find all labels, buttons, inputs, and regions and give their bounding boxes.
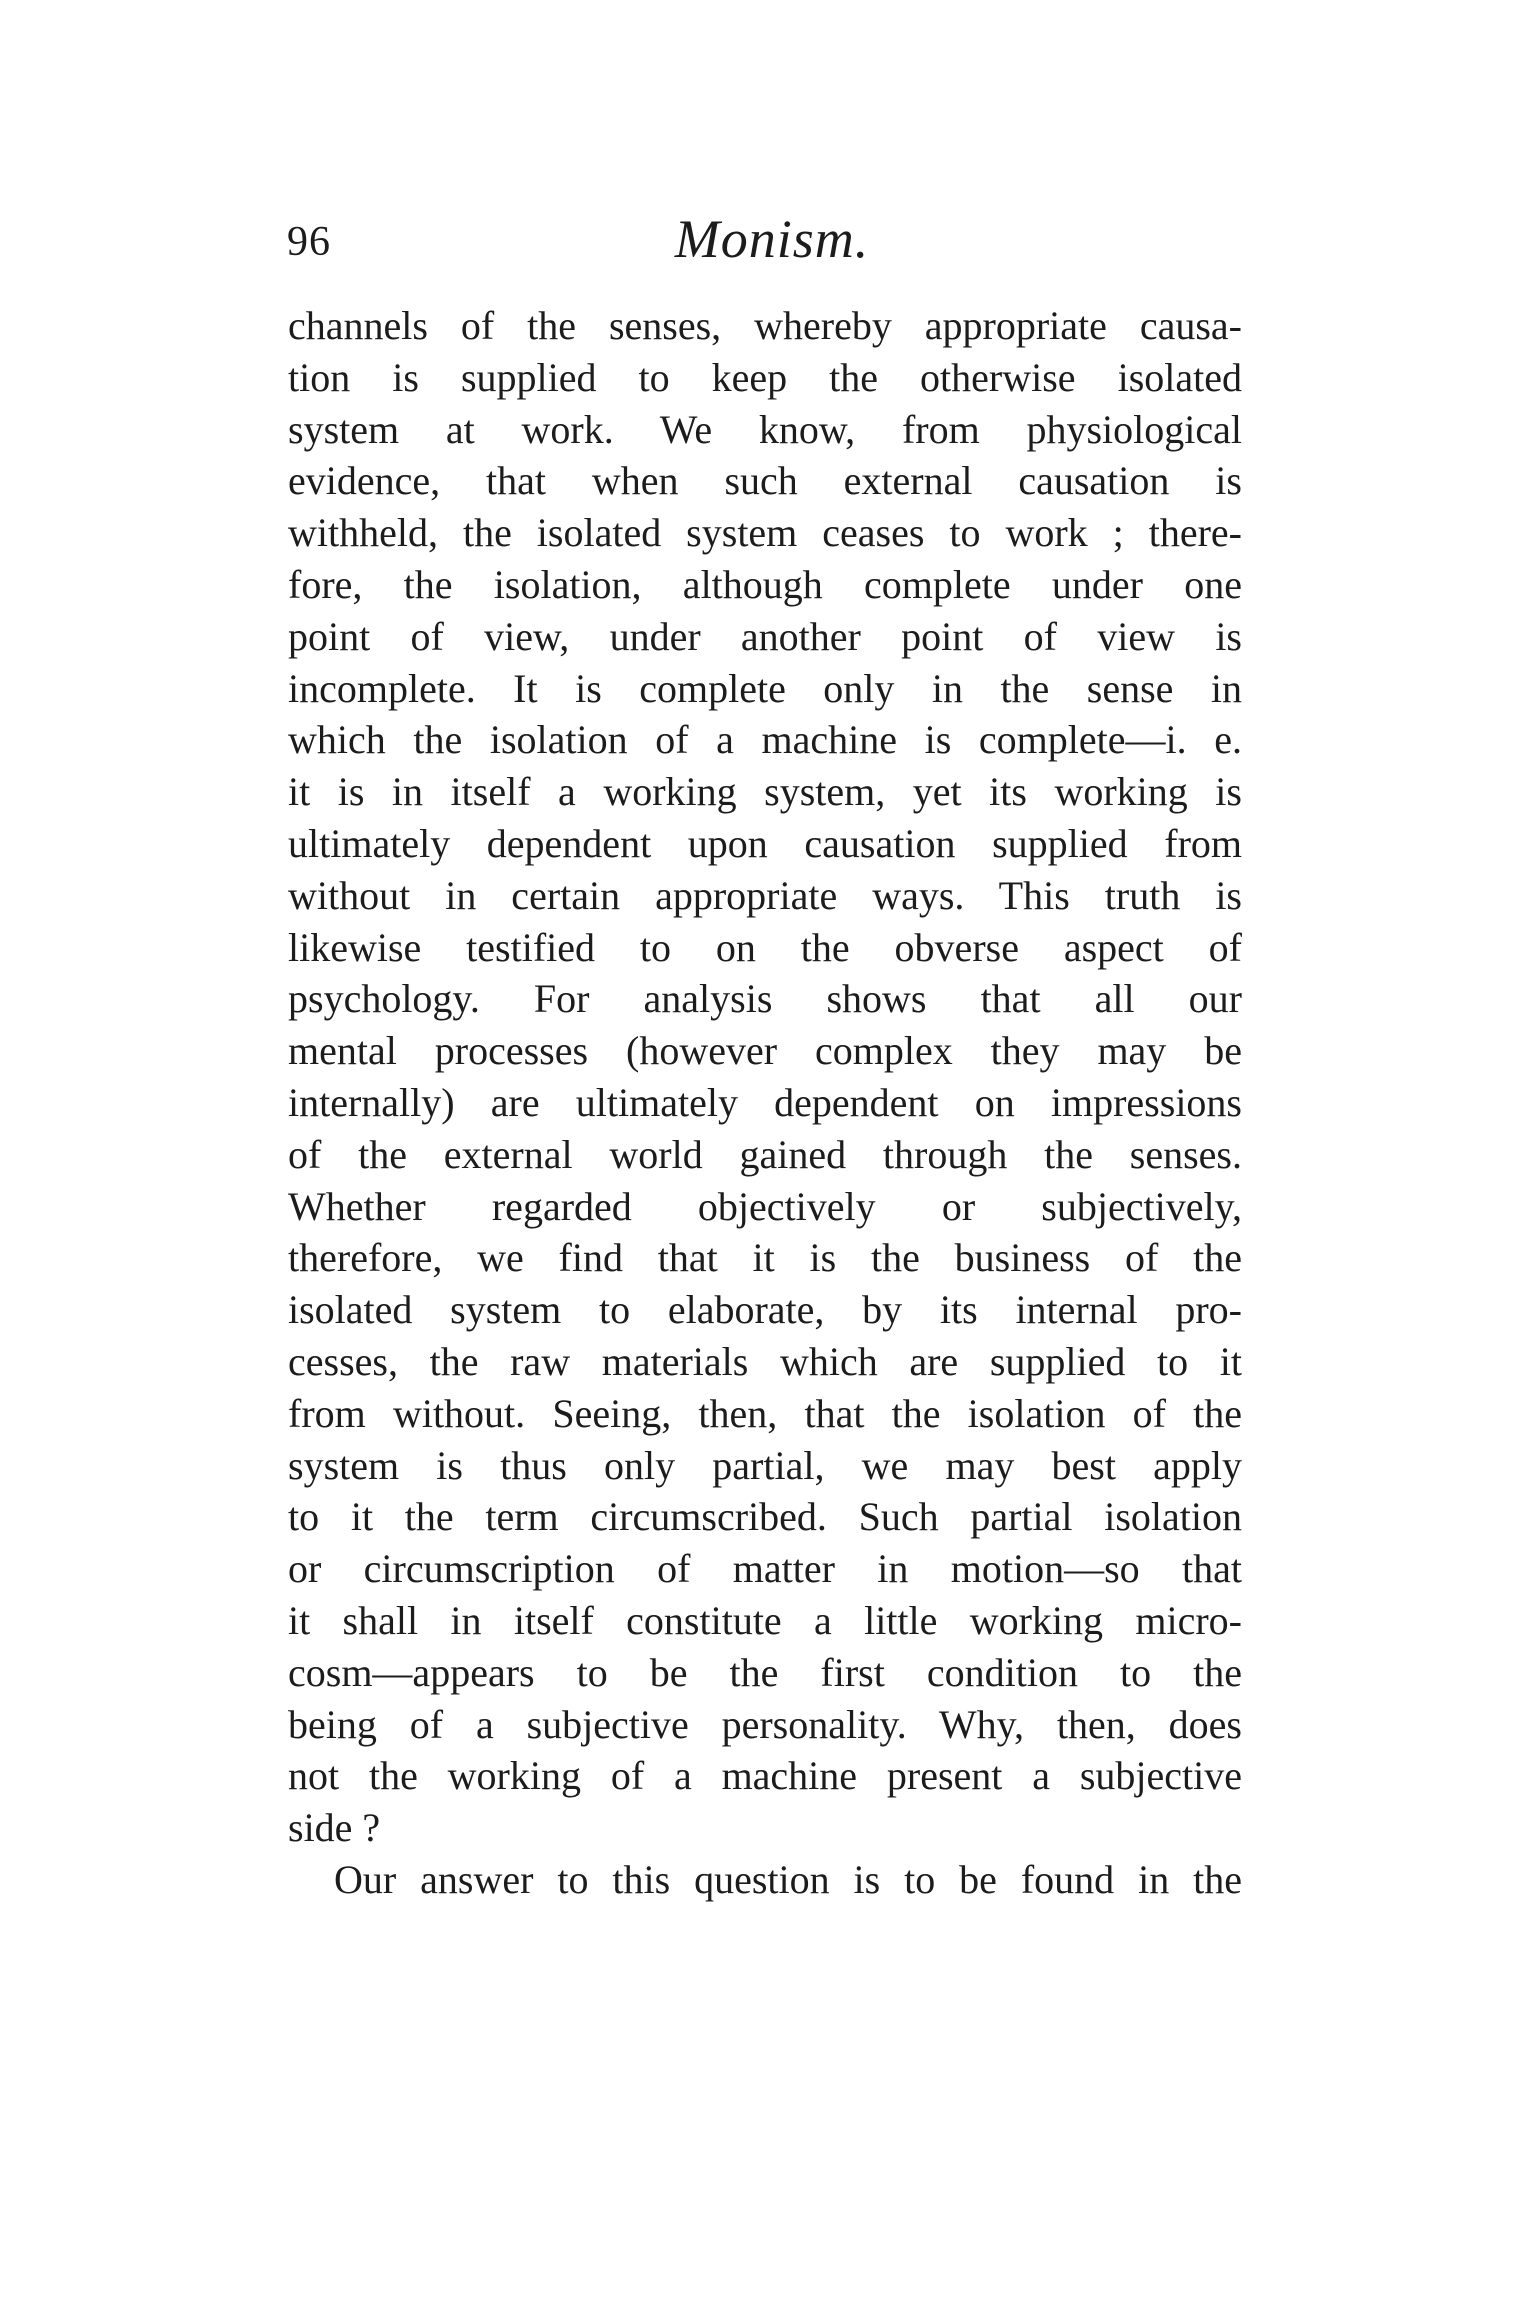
paragraph-start-line: Our answer to this question is to be found in the <box>334 1856 1242 1902</box>
text-line: point of view, under another point of view is <box>288 613 1242 659</box>
text-line: incomplete. It is complete only in the sense in <box>288 665 1242 711</box>
page-number: 96 <box>287 219 331 265</box>
text-line: channels of the senses, whereby appropriate causa- <box>288 303 1242 348</box>
text-line: internally) are ultimately dependent on impressions <box>288 1079 1242 1125</box>
text-line: or circumscription of matter in motion—so that <box>288 1546 1242 1592</box>
running-title: Monism. <box>674 209 870 269</box>
paragraph-end-line: side ? <box>288 1805 381 1851</box>
text-line: tion is supplied to keep the otherwise isolated <box>288 354 1242 400</box>
text-line: from without. Seeing, then, that the isolation of the <box>288 1390 1242 1436</box>
text-line: system at work. We know, from physiological <box>288 406 1242 452</box>
text-line: isolated system to elaborate, by its internal pro- <box>288 1287 1242 1333</box>
text-line: it is in itself a working system, yet its working is <box>288 769 1242 815</box>
text-line: cesses, the raw materials which are supplied to it <box>288 1338 1242 1384</box>
text-line: cosm—appears to be the first condition to the <box>288 1649 1242 1695</box>
text-line: which the isolation of a machine is complete—i. e. <box>288 717 1242 763</box>
text-line: system is thus only partial, we may best apply <box>288 1442 1242 1488</box>
text-line: not the working of a machine present a subjective <box>288 1753 1242 1799</box>
text-line: fore, the isolation, although complete under one <box>288 561 1242 607</box>
text-line: mental processes (however complex they may be <box>288 1028 1242 1074</box>
body-text <box>288 300 1242 1906</box>
text-line: it shall in itself constitute a little working micro- <box>288 1597 1242 1643</box>
text-line: psychology. For analysis shows that all our <box>288 976 1242 1022</box>
text-line: to it the term circumscribed. Such partial isolation <box>288 1494 1242 1540</box>
text-line: of the external world gained through the senses. <box>288 1131 1242 1177</box>
text-line: Whether regarded objectively or subjectively, <box>288 1183 1242 1229</box>
text-line: therefore, we find that it is the business of the <box>288 1235 1242 1281</box>
text-line: withheld, the isolated system ceases to work ; there- <box>288 510 1242 556</box>
text-line: evidence, that when such external causation is <box>288 458 1242 504</box>
text-line: likewise testified to on the obverse aspect of <box>288 924 1242 970</box>
text-line: without in certain appropriate ways. This truth is <box>288 872 1242 918</box>
text-line: ultimately dependent upon causation supplied from <box>288 820 1242 866</box>
text-line: being of a subjective personality. Why, then, does <box>288 1701 1242 1747</box>
